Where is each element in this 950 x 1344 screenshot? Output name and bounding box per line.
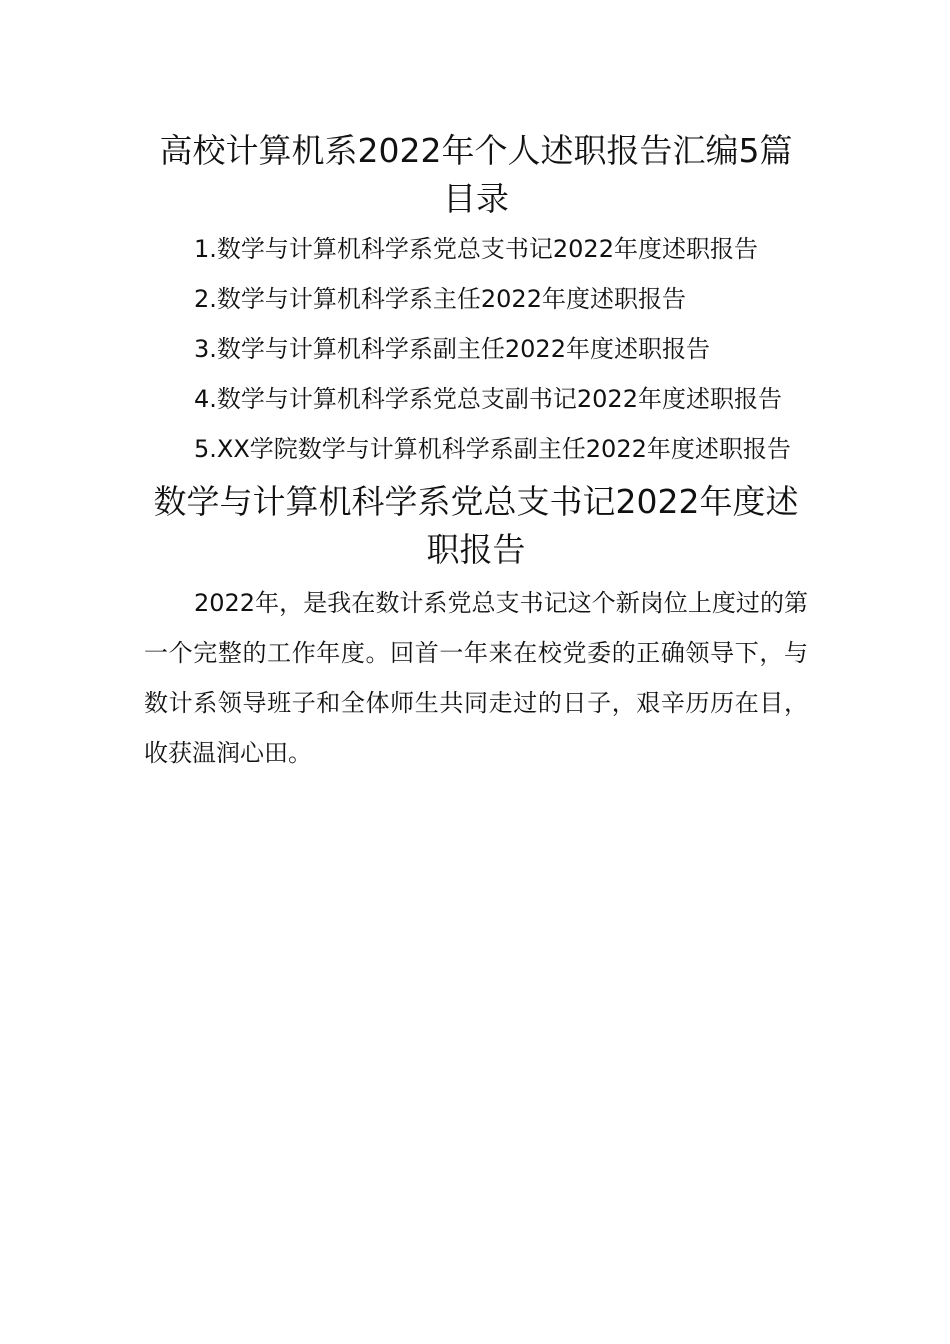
toc-item-4: 4.数学与计算机科学系党总支副书记2022年度述职报告 bbox=[194, 385, 782, 413]
section-paragraph: 2022年，是我在数计系党总支书记这个新岗位上度过的第一个完整的工作年度。回首一年来在校党委的正确领导下，与数计系领导班子和全体师生共同走过的日子，艰辛历历在目，收获温润心田。 bbox=[144, 589, 808, 767]
toc-item-3: 3.数学与计算机科学系副主任2022年度述职报告 bbox=[194, 335, 710, 363]
toc-list bbox=[144, 224, 808, 474]
document-content bbox=[144, 128, 808, 778]
toc-item-5: 5.XX学院数学与计算机科学系副主任2022年度述职报告 bbox=[194, 435, 791, 463]
toc-heading: 目录 bbox=[443, 179, 509, 218]
document-title: 高校计算机系2022年个人述职报告汇编5篇 bbox=[159, 131, 793, 170]
toc-item-1: 1.数学与计算机科学系党总支书记2022年度述职报告 bbox=[194, 235, 758, 263]
section-title: 数学与计算机科学系党总支书记2022年度述职报告 bbox=[153, 482, 799, 569]
toc-item-2: 2.数学与计算机科学系主任2022年度述职报告 bbox=[194, 285, 686, 313]
